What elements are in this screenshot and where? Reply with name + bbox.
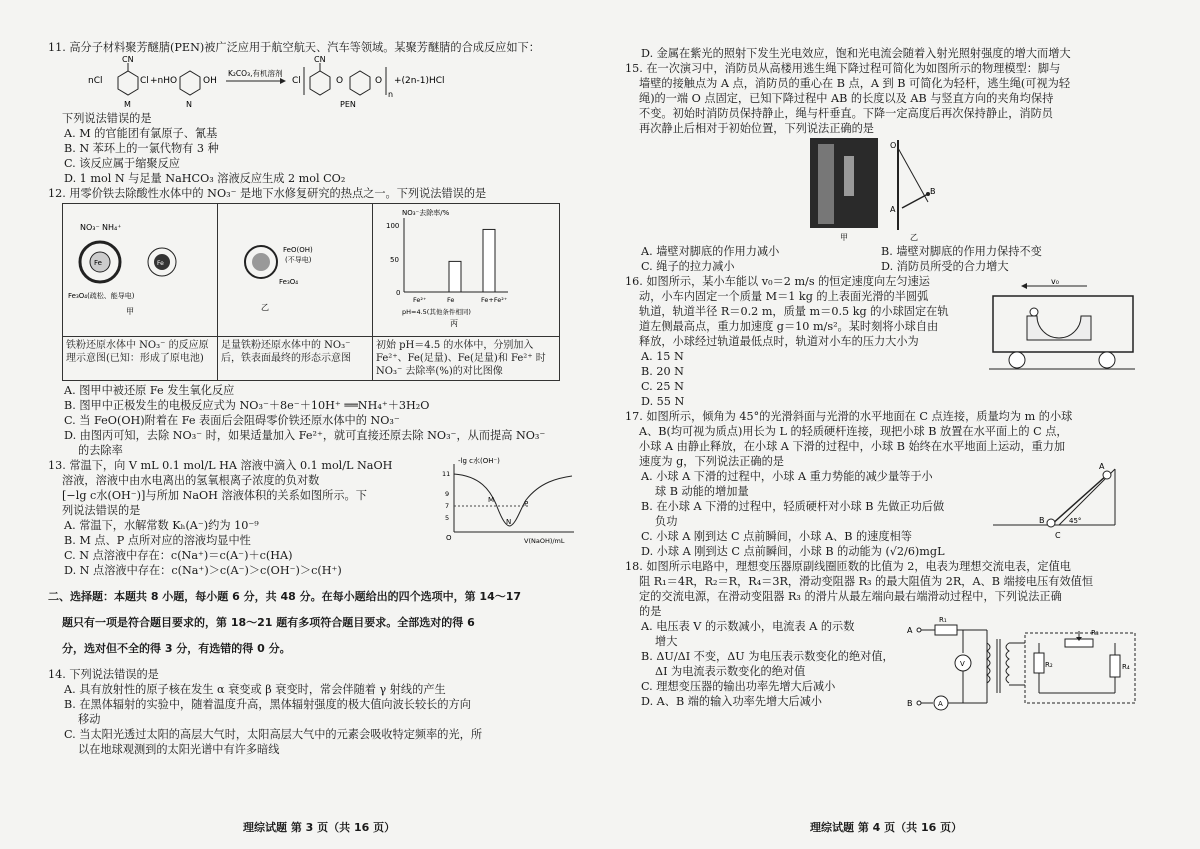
- wheel-left: [1009, 352, 1025, 368]
- q18-option-a-line1: A. 电压表 V 的示数减小，电流表 A 的示数: [641, 620, 855, 633]
- q16-option-d: D. 55 N: [641, 395, 685, 408]
- label-jia: 甲: [840, 233, 848, 242]
- q15-stem-5: 再次静止后相对于初始位置，下列说法正确的是: [639, 122, 874, 135]
- q13-origin: O: [446, 534, 452, 542]
- q17-option-a-line1: A. 小球 A 下滑的过程中，小球 A 重力势能的减少量等于小: [641, 470, 933, 483]
- benzene-ring-n: [180, 71, 200, 95]
- q13-point-p: P: [524, 500, 529, 508]
- q18-circuit: [905, 613, 1141, 717]
- ammeter-label: A: [938, 700, 943, 708]
- r3-label: R₃: [1091, 629, 1099, 637]
- label-c-17: C: [1055, 531, 1061, 540]
- q11-option-a: A. M 的官能团有氯原子、氰基: [64, 127, 218, 140]
- q17-stem-3: 小球 A 由静止释放，在小球 A 下滑的过程中，小球 B 始终在水平地面上运动，重力加: [639, 440, 1066, 453]
- page-footer-3: 理综试题 第 3 页（共 16 页）: [243, 821, 396, 834]
- q13-tick-5: 5: [445, 514, 450, 522]
- feooh-note: (不导电): [285, 256, 312, 264]
- feooh-label: FeO(OH): [283, 246, 313, 254]
- q13-option-b: B. M 点、P 点所对应的溶液均显中性: [64, 534, 251, 547]
- voltmeter-label: V: [960, 660, 965, 668]
- angle-label: 45°: [1069, 517, 1082, 525]
- fe-label-2: Fe: [157, 260, 164, 267]
- q15-option-d: D. 消防员所受的合力增大: [881, 260, 1009, 273]
- q12-option-d-line1: D. 由图丙可知，去除 NO₃⁻ 时，如果适量加入 Fe²⁺，就可直接还原去除 NO₃⁻，从而提高 NO₃⁻: [64, 429, 546, 442]
- q16-stem-2: 动，小车内固定一个质量 M＝1 kg 的上表面光滑的半圆弧: [639, 290, 929, 303]
- q12-option-c: C. 当 FeO(OH)附着在 Fe 表面后会阻碍零价铁还原水体中的 NO₃⁻: [64, 414, 400, 427]
- r2-label: R₂: [1045, 661, 1053, 669]
- q17-option-c: C. 小球 A 刚到达 C 点前瞬间，小球 A、B 的速度相等: [641, 530, 912, 543]
- q17-option-b-line1: B. 在小球 A 下滑的过程中，轻质硬杆对小球 B 先做正功后做: [641, 500, 945, 513]
- fe3o4-label-b: Fe₃O₄: [279, 278, 299, 286]
- benzene-ring-pen-2: [350, 71, 370, 95]
- q12-fig-b-cell: [218, 204, 373, 337]
- q13-tick-7: 7: [445, 502, 450, 510]
- q17-option-a-line2: 球 B 动能的增加量: [655, 485, 749, 498]
- q14-stem: 14. 下列说法错误的是: [48, 668, 159, 681]
- bar-2: [483, 229, 495, 292]
- q16-stem-5: 释放，小球经过轨道最低点时，轨道对小车的压力大小为: [639, 335, 919, 348]
- q13-point-n: N: [506, 518, 512, 526]
- q15-option-c: C. 绳子的拉力减小: [641, 260, 735, 273]
- chart-condition: pH=4.5(其他条件相同): [402, 308, 471, 316]
- q12-fig-c-cell: [373, 204, 560, 337]
- fig-c-label: 丙: [450, 319, 458, 328]
- q16-stem-3: 轨道，轨道半径 R＝0.2 m，质量 m＝0.5 kg 的小球固定在轨: [639, 305, 949, 318]
- q11-option-b: B. N 苯环上的一氯代物有 3 种: [64, 142, 219, 155]
- q16-stem-4: 道左侧最高点，重力加速度 g＝10 m/s²。某时刻将小球自由: [639, 320, 939, 333]
- terminal-b: B: [907, 699, 913, 708]
- q11-ask: 下列说法错误的是: [62, 112, 152, 125]
- q18-option-b-line2: ΔI 为电流表示数变化的绝对值: [655, 665, 806, 678]
- resistor-r2: [1034, 653, 1044, 673]
- q16-stem-1: 16. 如图所示，某小车能以 v₀＝2 m/s 的恒定速度向左匀速运: [625, 275, 930, 288]
- wheel-right: [1099, 352, 1115, 368]
- reagent-label: K₂CO₃,有机溶剂: [228, 69, 283, 78]
- section-2-line1: 二、选择题：本题共 8 小题，每小题 6 分，共 48 分。在每小题给出的四个选项中，第 14～17: [48, 590, 522, 603]
- q14-option-d: D. 金属在紫光的照射下发生光电效应，饱和光电流会随着入射光照射强度的增大而增大: [641, 47, 1071, 60]
- nh4-label: NH₄⁺: [102, 223, 122, 232]
- product-tail: +(2n-1)HCl: [394, 76, 445, 86]
- q16-option-c: C. 25 N: [641, 380, 684, 393]
- cart-body: [993, 296, 1133, 352]
- q12-cell-3: 初始 pH＝4.5 的水体中，分别加入 Fe²⁺、Fe(足量)、Fe(足量)和 Fe²⁺ 时 NO₃⁻ 去除率(%)的对比图像: [373, 337, 560, 381]
- tick-0: 0: [396, 289, 401, 297]
- q12-option-a: A. 图甲中被还原 Fe 发生氧化反应: [64, 384, 235, 397]
- resistor-r4: [1110, 655, 1120, 677]
- q16-option-b: B. 20 N: [641, 365, 684, 378]
- q13-tick-11: 11: [442, 470, 451, 478]
- bar-label-0: Fe²⁺: [413, 296, 427, 304]
- cn-label-pen: CN: [314, 55, 326, 64]
- q14-option-a: A. 具有放射性的原子核在发生 α 衰变或 β 衰变时，常会伴随着 γ 射线的产生: [64, 683, 446, 696]
- q13-option-d: D. N 点溶液中存在：c(Na⁺)＞c(A⁻)＞c(OH⁻)＞c(H⁺): [64, 564, 342, 577]
- q13-option-c: C. N 点溶液中存在：c(Na⁺)＝c(A⁻)＋c(HA): [64, 549, 293, 562]
- q14-option-b-line2: 移动: [78, 713, 101, 726]
- label-a-17: A: [1099, 463, 1105, 471]
- bar-1: [449, 261, 461, 292]
- section-2-line3: 分，选对但不全的得 3 分，有选错的得 0 分。: [62, 642, 291, 655]
- q15-option-a: A. 墙壁对脚底的作用力减小: [641, 245, 780, 258]
- cl-label-m: Cl: [140, 76, 149, 86]
- r1-label: R₁: [939, 616, 947, 624]
- page-footer-4: 理综试题 第 4 页（共 16 页）: [810, 821, 963, 834]
- resistor-r1: [935, 625, 957, 635]
- q12-cell-2: 足量铁粉还原水体中的 NO₃⁻ 后，铁表面最终的形态示意图: [218, 337, 373, 381]
- q11-reaction-figure: [48, 55, 580, 111]
- q12-table: [62, 203, 560, 381]
- q12-stem: 12. 用零价铁去除酸性水体中的 NO₃⁻ 是地下水修复研究的热点之一。下列说法错误的是: [48, 187, 487, 200]
- tick-50: 50: [390, 256, 399, 264]
- q16-option-a: A. 15 N: [641, 350, 684, 363]
- q11-option-c: C. 该反应属于缩聚反应: [64, 157, 180, 170]
- cn-label-m: CN: [122, 55, 134, 64]
- q15-stem-4: 不变。初始时消防员保持静止，绳与杆垂直。下降一定高度后再次保持静止，消防员: [639, 107, 1053, 120]
- q14-option-c-line2: 以在地球观测到的太阳光谱中有许多暗线: [78, 743, 280, 756]
- q15-figure: [810, 136, 960, 244]
- q18-option-a-line2: 增大: [655, 635, 678, 648]
- q15-stem-3: 绳)的一端 O 点固定，已知下降过程中 AB 的长度以及 AB 与竖直方向的夹角均保持: [639, 92, 1054, 105]
- rod-ab: [902, 194, 928, 208]
- plus-n-label: +nHO: [150, 76, 178, 86]
- q18-stem-4: 的是: [639, 605, 662, 618]
- q12-fig-a: [66, 206, 214, 326]
- q18-stem-3: 定的交流电源，在滑动变阻器 R₃ 的滑片从最左端向最右端滑动过程中，下列说法正确: [639, 590, 1062, 603]
- q13-stem-1: 13. 常温下，向 V mL 0.1 mol/L HA 溶液中滴入 0.1 mol/L NaOH: [48, 459, 393, 472]
- q13-stem-3: [−lg c水(OH⁻)]与所加 NaOH 溶液体积的关系如图所示。下: [62, 489, 367, 502]
- q18-stem-2: 阻 R₁＝4R，R₂＝R，R₄＝3R，滑动变阻器 R₃ 的最大阻值为 2R，A、B 端接电压有效值恒: [639, 575, 1094, 588]
- page-3: [48, 0, 580, 849]
- fe-core-b: [252, 253, 270, 271]
- label-pen: PEN: [340, 100, 356, 109]
- n-subscript: n: [388, 90, 394, 99]
- benzene-ring-m: [118, 71, 138, 95]
- page-4: [625, 0, 1160, 849]
- label-b: B: [930, 187, 936, 196]
- q14-option-c-line1: C. 当太阳光透过太阳的高层大气时，太阳高层大气中的元素会吸收特定频率的光，所: [64, 728, 483, 741]
- oh-label-n: OH: [203, 76, 217, 86]
- ball-b: [1047, 519, 1055, 527]
- fig-b-label: 乙: [261, 303, 269, 312]
- q13-curve: [454, 474, 572, 526]
- q13-point-m: M: [488, 496, 495, 504]
- q13-xlabel: V(NaOH)/mL: [524, 537, 565, 545]
- q12-cell-1: 铁粉还原水体中 NO₃⁻ 的反应原理示意图(已知：形成了原电池): [63, 337, 218, 381]
- rope-line: [898, 148, 928, 202]
- q13-stem-2: 溶液，溶液中由水电离出的氢氧根离子浓度的负对数: [62, 474, 320, 487]
- secondary-coil: [1006, 643, 1009, 683]
- q18-option-c: C. 理想变压器的输出功率先增大后减小: [641, 680, 836, 693]
- q17-stem-4: 速度为 g，下列说法正确的是: [639, 455, 784, 468]
- q12-fig-a-cell: [63, 204, 218, 337]
- ball-m: [1030, 308, 1038, 316]
- q13-stem-4: 列说法错误的是: [62, 504, 141, 517]
- q15-stem-2: 墙壁的接触点为 A 点，消防员的重心在 B 点，A 到 B 可简化为轻杆，逃生绳(可视为轻: [639, 77, 1071, 90]
- q17-option-d: D. 小球 A 刚到达 C 点前瞬间，小球 B 的动能为 (√2/6)mgL: [641, 545, 945, 558]
- label-m: M: [124, 100, 131, 109]
- label-yi: 乙: [910, 233, 918, 242]
- bar-label-1: Fe: [447, 296, 455, 304]
- q15-option-b: B. 墙壁对脚底的作用力保持不变: [881, 245, 1042, 258]
- cl-label-pen: Cl: [292, 76, 301, 86]
- q14-option-b-line1: B. 在黑体辐射的实验中，随着温度升高，黑体辐射强度的极大值向波长较长的方向: [64, 698, 471, 711]
- q12-fig-b: [221, 206, 369, 326]
- q13-ylabel: -lg c水(OH⁻): [458, 457, 500, 465]
- o-label-2: O: [375, 76, 383, 86]
- tick-100: 100: [386, 222, 400, 230]
- q13-graph: [440, 454, 580, 546]
- q18-stem-1: 18. 如图所示电路中，理想变压器原副线圈匝数的比值为 2，电表为理想交流电表，定值电: [625, 560, 1071, 573]
- ncl-label: nCl: [88, 76, 103, 86]
- fe-label: Fe: [94, 259, 102, 267]
- q13-option-a: A. 常温下，水解常数 Kₕ(A⁻)约为 10⁻⁹: [64, 519, 259, 532]
- label-a: A: [890, 205, 896, 214]
- semicircle-track: [1027, 316, 1091, 340]
- q12-option-d-line2: 的去除率: [78, 444, 123, 457]
- v0-label: v₀: [1051, 277, 1059, 286]
- ball-a: [1103, 471, 1111, 479]
- bar-label-2: Fe+Fe²⁺: [481, 296, 508, 304]
- q11-option-d: D. 1 mol N 与足量 NaHCO₃ 溶液反应生成 2 mol CO₂: [64, 172, 346, 185]
- q12-option-b: B. 图甲中正极发生的电极反应式为 NO₃⁻＋8e⁻＋10H⁺ ══NH₄⁺＋3H₂O: [64, 399, 430, 412]
- label-b-17: B: [1039, 516, 1045, 525]
- fig-a-label: 甲: [126, 307, 134, 316]
- q18-option-d: D. A、B 端的输入功率先增大后减小: [641, 695, 822, 708]
- q15-stem-1: 15. 在一次演习中，消防员从高楼用逃生绳下降过程可简化为如图所示的物理模型：脚与: [625, 62, 1061, 75]
- benzene-ring-pen-1: [310, 71, 330, 95]
- no3-label: NO₃⁻: [80, 223, 100, 232]
- q17-stem-2: A、B(均可视为质点)用长为 L 的轻质硬杆连接，现把小球 B 放置在水平面上的 C 点，: [639, 425, 1068, 438]
- section-2-line2: 题只有一项是符合题目要求的，第 18～21 题有多项符合题目要求。全部选对的得 6: [62, 616, 475, 629]
- label-n: N: [186, 100, 192, 109]
- fig-a-caption: Fe₃O₄(疏松、能导电): [68, 292, 135, 300]
- q17-option-b-line2: 负功: [655, 515, 678, 528]
- chart-ylabel: NO₃⁻去除率/%: [402, 209, 450, 217]
- q17-stem-1: 17. 如图所示，倾角为 45°的光滑斜面与光滑的水平地面在 C 点连接，质量均为 m 的小球: [625, 410, 1073, 423]
- label-o: O: [890, 141, 897, 150]
- q18-option-b-line1: B. ΔU/ΔI 不变，ΔU 为电压表示数变化的绝对值，: [641, 650, 894, 663]
- q11-stem: 11. 高分子材料聚芳醚腈(PEN)被广泛应用于航空航天、汽车等领域。某聚芳醚腈的合成反应如下：: [48, 41, 540, 54]
- q16-cart-figure: [987, 276, 1137, 376]
- q17-figure: [989, 463, 1139, 545]
- terminal-a: A: [907, 626, 913, 635]
- r4-label: R₄: [1122, 663, 1130, 671]
- q13-tick-9: 9: [445, 490, 450, 498]
- o-label-1: O: [336, 76, 344, 86]
- q12-bar-chart: [376, 206, 556, 330]
